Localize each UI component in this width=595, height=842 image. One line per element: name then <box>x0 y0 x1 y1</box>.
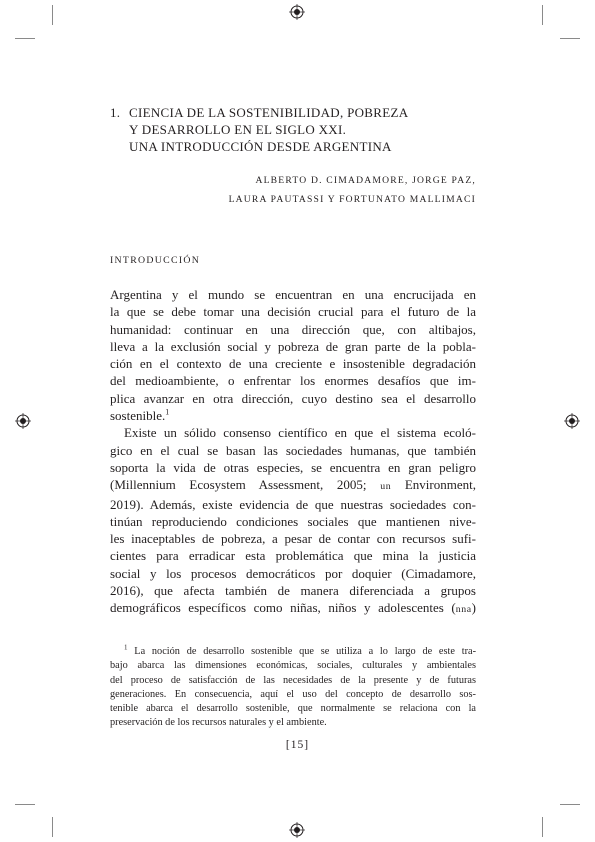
crop-mark <box>560 38 580 39</box>
footnote-line: preservación de los recursos naturales y el ambiente. <box>110 717 327 729</box>
small-caps-text: nna <box>455 604 472 616</box>
crop-mark <box>52 5 53 25</box>
paragraph-text: ) <box>471 600 476 616</box>
registration-mark-icon <box>289 4 305 20</box>
paragraph-line: 2019). Además, existe evidencia de que nuestras sociedades con- <box>110 496 476 512</box>
chapter-title <box>110 104 470 155</box>
paragraph-text: demográficos específicos como niñas, niños y adolescentes ( <box>110 600 456 616</box>
footnote-reference[interactable]: 1 <box>165 407 170 417</box>
body-text <box>110 286 476 619</box>
paragraph-line: Existe un sólido consenso científico en que el sistema ecoló- <box>124 425 476 441</box>
registration-mark-icon <box>15 413 31 429</box>
paragraph-line: cientes para erradicar esta problemática que mina la justicia <box>110 548 476 564</box>
crop-mark <box>560 804 580 805</box>
footnote-marker: 1 <box>124 643 128 652</box>
paragraph-line: lleva a la exclusión social y pobreza de gran parte de la pobla- <box>110 338 476 354</box>
section-heading: INTRODUCCIÓN <box>110 255 201 266</box>
registration-mark-icon <box>289 822 305 838</box>
paragraph-text: Environment, <box>404 477 476 493</box>
paragraph-line: soporta la vida de otras especies, se encuentra en gran peligro <box>110 459 476 475</box>
crop-mark <box>15 804 35 805</box>
footnote-text: La noción de desarrollo sostenible que se utiliza a lo largo de este tra- <box>134 646 477 657</box>
paragraph-line: plica avanzar en otra dirección, cuyo destino sea el desarrollo <box>110 390 476 406</box>
chapter-title-line: CIENCIA DE LA SOSTENIBILIDAD, POBREZA <box>129 105 409 120</box>
paragraph-line <box>110 599 476 618</box>
small-caps-text: un <box>380 481 392 493</box>
footnote-line: generaciones. En consecuencia, aquí el uso del concepto de desarrollo sos- <box>110 688 476 700</box>
paragraph-line: 2016), que afecta también de manera diferenciada a grupos <box>110 583 476 599</box>
authors-line: ALBERTO D. CIMADAMORE, JORGE PAZ, <box>255 175 476 186</box>
footnote <box>110 645 476 731</box>
crop-mark <box>52 817 53 837</box>
paragraph-line: humanidad: continuar en una dirección que, con altibajos, <box>110 321 476 337</box>
chapter-title-line: Y DESARROLLO EN EL SIGLO XXI. <box>129 122 347 137</box>
paragraph-line: ción en el contexto de una creciente e insostenible degradación <box>110 356 476 372</box>
footnote-line: bajo abarca las dimensiones económicas, sociales, culturales y ambientales <box>110 660 476 672</box>
footnote-line: tenible abarca el desarrollo sostenible, que normalmente se relaciona con la <box>110 703 476 715</box>
crop-mark <box>542 5 543 25</box>
footnote-line <box>110 645 476 659</box>
authors-line: LAURA PAUTASSI Y FORTUNATO MALLIMACI <box>228 194 476 205</box>
paragraph-line: del medioambiente, o enfrentar los enormes desafíos que im- <box>110 373 476 389</box>
paragraph-line <box>110 407 476 424</box>
paragraph-line: Argentina y el mundo se encuentran en una encrucijada en <box>110 287 476 302</box>
paragraph-line: tinúan reproduciendo condiciones sociales que mantienen nive- <box>110 513 476 529</box>
paragraph-text: sostenible. <box>110 408 166 424</box>
footnote-line: del proceso de satisfacción de las necesidades de la presente y de futuras <box>110 674 476 686</box>
paragraph-text: (Millennium Ecosystem Assessment, 2005; <box>110 477 367 493</box>
crop-mark <box>542 817 543 837</box>
chapter-authors <box>200 171 476 209</box>
paragraph-line: gico en el cual se basan las sociedades humanas, que también <box>110 442 476 458</box>
chapter-title-line: UNA INTRODUCCIÓN DESDE ARGENTINA <box>129 139 392 154</box>
crop-mark <box>15 38 35 39</box>
paragraph-line: social y los procesos democráticos por doquier (Cimadamore, <box>110 565 476 581</box>
registration-mark-icon <box>564 413 580 429</box>
page-number: [15] <box>285 739 310 751</box>
paragraph-line: la que se debe tomar una decisión crucial para el futuro de la <box>110 304 476 320</box>
paragraph-line: les inaceptables de pobreza, a pesar de contar con recursos sufi- <box>110 531 476 547</box>
paragraph-line <box>110 476 476 495</box>
chapter-number: 1. <box>110 105 121 120</box>
